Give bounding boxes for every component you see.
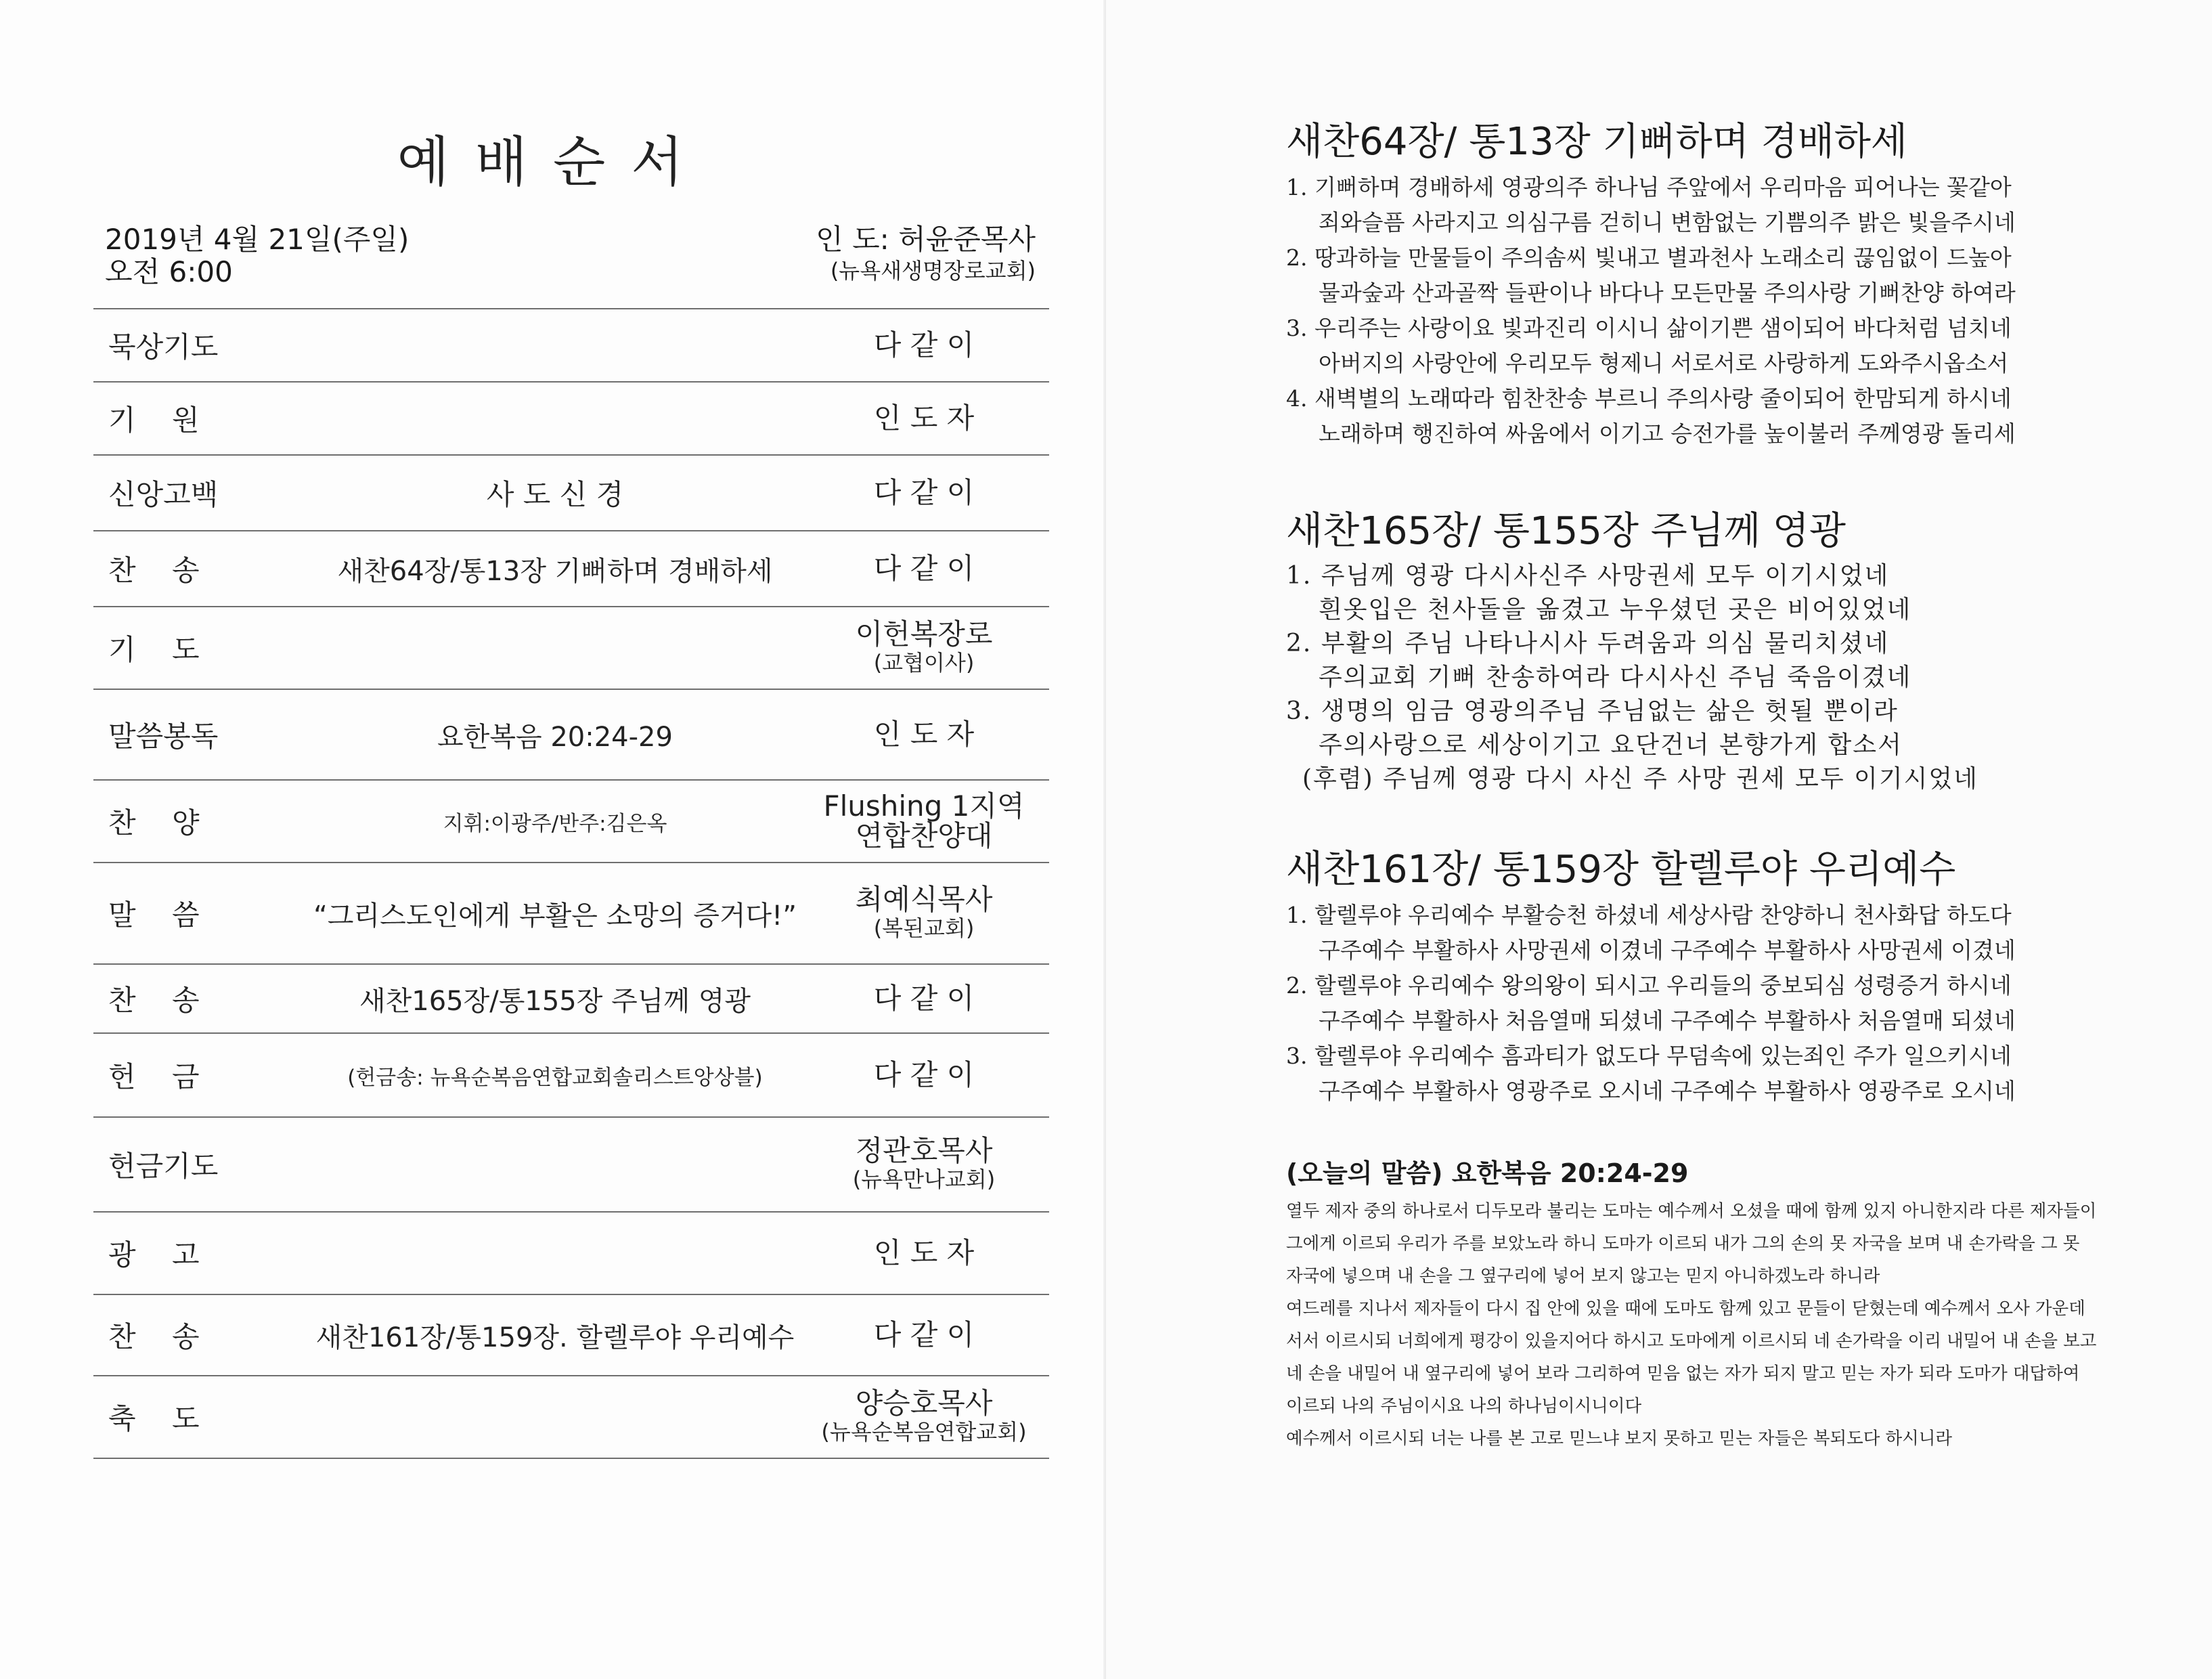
scripture-line: 이르되 나의 주님이시요 나의 하나님이시니이다: [1286, 1396, 1642, 1416]
leader-name: 인 도: 허윤준목사: [816, 223, 1036, 256]
person-name: 다 같 이: [873, 1058, 975, 1091]
lyric-line: 구주예수 부활하사 영광주로 오시네 구주예수 부활하사 영광주로 오시네: [1319, 1078, 2016, 1104]
order-item-person: [799, 401, 1049, 435]
order-item-content: 새찬64장/통13장 기뻐하며 경배하세: [337, 555, 773, 587]
order-item-name: 찬 송: [108, 554, 200, 587]
lyric-line: 1. 주님께 영광 다시사신주 사망권세 모두 이기시었네: [1286, 562, 1890, 590]
person-name: 다 같 이: [873, 552, 975, 585]
order-item-name: 신앙고백: [108, 478, 219, 511]
order-item-person: [799, 554, 1049, 584]
service-time: 오전 6:00: [105, 255, 233, 288]
order-row: [93, 381, 1049, 454]
person-name: 인 도 자: [873, 401, 975, 435]
scripture-text: [1286, 1195, 2180, 1455]
scripture-line: 서서 이르시되 너희에게 평강이 있을지어다 하시고 도마에게 이르시되 네 손가락을 이리 내밀어 내 손을 보고: [1286, 1331, 2097, 1351]
order-item-name: 찬 송: [108, 984, 200, 1017]
order-item-name: 기 원: [108, 404, 200, 437]
todays-word: [1286, 1154, 2180, 1455]
hymn-lyrics: [1286, 170, 2166, 452]
lyric-line: 아버지의 사랑안에 우리모두 형제니 서로서로 사랑하게 도와주시옵소서: [1319, 350, 2009, 376]
order-item-person: [799, 1136, 1049, 1193]
lyric-line: 1. 할렐루야 우리예수 부활승천 하셨네 세상사람 찬양하니 천사화답 하도다: [1286, 902, 2012, 928]
order-item-person: [799, 885, 1049, 942]
person-affiliation: (교협이사): [873, 650, 975, 676]
order-item-person: [799, 1389, 1049, 1445]
lyric-line: 구주예수 부활하사 사망권세 이겼네 구주예수 부활하사 사망권세 이겼네: [1319, 937, 2016, 963]
lyric-line: 3. 할렐루야 우리예수 흠과티가 없도다 무덤속에 있는죄인 주가 일으키시네: [1286, 1043, 2012, 1069]
lyric-line: 노래하며 행진하여 싸움에서 이기고 승전가를 높이불러 주께영광 돌리세: [1319, 420, 2016, 447]
order-row: [93, 606, 1049, 689]
person-affiliation: 연합찬양대: [855, 819, 993, 852]
order-row: [93, 1116, 1049, 1211]
order-row: [93, 1032, 1049, 1116]
order-item-content: 지휘:이광주/반주:김은옥: [443, 811, 667, 836]
person-name: 양승호목사: [855, 1387, 993, 1420]
order-item-name: 찬 송: [108, 1320, 200, 1353]
order-item-person: [799, 619, 1049, 676]
order-row: [93, 1211, 1049, 1294]
order-row: [93, 779, 1049, 862]
person-name: Flushing 1지역: [823, 789, 1025, 823]
order-row: [93, 689, 1049, 779]
hymn-title: 새찬161장/ 통159장 할렐루야 우리예수: [1286, 848, 1956, 892]
order-item-name: 찬 양: [108, 806, 200, 840]
order-item-content: 새찬165장/통155장 주님께 영광: [359, 985, 751, 1017]
person-name: 최예식목사: [855, 883, 993, 916]
person-affiliation: (뉴욕순복음연합교회): [821, 1419, 1027, 1445]
order-item-person: [799, 330, 1049, 360]
order-item-person: [799, 1320, 1049, 1350]
order-item-name: 헌금기도: [108, 1150, 219, 1183]
scripture-line: 열두 제자 중의 하나로서 디두모라 불리는 도마는 예수께서 오셨을 때에 함께 있지 아니한지라 다른 제자들이: [1286, 1201, 2097, 1221]
hymn-title: 새찬165장/ 통155장 주님께 영광: [1286, 509, 1846, 553]
scripture-line: 자국에 넣으며 내 손을 그 옆구리에 넣어 보지 않고는 믿지 아니하겠노라 하니라: [1286, 1266, 1880, 1286]
hymn-block: [1286, 846, 2166, 1109]
person-affiliation: (복된교회): [873, 915, 975, 941]
person-name: 다 같 이: [873, 328, 975, 362]
leader-info: [738, 223, 1036, 286]
order-item-content: 새찬161장/통159장. 할렐루야 우리예수: [315, 1322, 795, 1353]
order-item-person: [799, 720, 1049, 749]
hymn-title: 새찬64장/ 통13장 기뻐하며 경배하세: [1286, 120, 1908, 164]
order-row: [93, 1294, 1049, 1375]
order-item-person: [799, 984, 1049, 1013]
scripture-line: 예수께서 이르시되 너는 나를 본 고로 믿느냐 보지 못하고 믿는 자들은 복되도다 하시니라: [1286, 1429, 1953, 1449]
person-name: 인 도 자: [873, 1236, 975, 1269]
order-row: [93, 862, 1049, 963]
lyric-line: 3. 생명의 임금 영광의주님 주님없는 삶은 헛될 뿐이라: [1286, 697, 1899, 725]
order-item-person: [799, 478, 1049, 508]
page-title: 예배순서: [397, 131, 709, 194]
word-title: (오늘의 말씀) 요한복음 20:24-29: [1286, 1158, 1689, 1188]
order-of-worship: [93, 308, 1049, 1459]
scripture-line: 그에게 이르되 우리가 주를 보았노라 하니 도마가 이르되 내가 그의 손의 못 자국을 보며 내 손가락을 그 못: [1286, 1234, 2080, 1254]
lyric-line: 흰옷입은 천사돌을 옮겼고 누우셨던 곳은 비어있었네: [1319, 596, 1912, 624]
lyric-line: (후렴) 주님께 영광 다시 사신 주 사망 권세 모두 이기시었네: [1302, 765, 1978, 793]
lyric-line: 3. 우리주는 사랑이요 빛과진리 이시니 삶이기쁜 샘이되어 바다처럼 넘치네: [1286, 315, 2012, 341]
scripture-line: 여드레를 지나서 제자들이 다시 집 안에 있을 때에 도마도 함께 있고 문들이 닫혔는데 예수께서 오사 가운데: [1286, 1299, 2085, 1319]
order-item-name: 기 도: [108, 633, 200, 666]
lyric-line: 주의사랑으로 세상이기고 요단건너 본향가게 합소서: [1319, 731, 1903, 759]
person-name: 이헌복장로: [855, 617, 993, 651]
order-item-name: 축 도: [108, 1402, 200, 1435]
order-item-name: 묵상기도: [108, 330, 219, 364]
hymn-lyrics: [1286, 898, 2166, 1109]
person-name: 다 같 이: [873, 1318, 975, 1351]
hymn-block: [1286, 508, 2166, 796]
person-name: 다 같 이: [873, 982, 975, 1015]
scripture-line: 네 손을 내밀어 내 옆구리에 넣어 보라 그리하여 믿음 없는 자가 되지 말고 믿는 자가 되라 도마가 대답하여: [1286, 1364, 2080, 1384]
order-item-person: [799, 1060, 1049, 1090]
person-name: 다 같 이: [873, 476, 975, 509]
order-item-content: (헌금송: 뉴욕순복음연합교회솔리스트앙상블): [347, 1065, 763, 1090]
order-row: [93, 1375, 1049, 1459]
order-item-person: [799, 1238, 1049, 1268]
lyric-line: 구주예수 부활하사 처음열매 되셨네 구주예수 부활하사 처음열매 되셨네: [1319, 1007, 2016, 1034]
leader-church: (뉴욕새생명장로교회): [830, 258, 1036, 284]
lyric-line: 주의교회 기뻐 찬송하여라 다시사신 주님 죽음이겼네: [1319, 663, 1912, 691]
order-item-person: [799, 791, 1049, 851]
lyric-line: 2. 할렐루야 우리예수 왕의왕이 되시고 우리들의 중보되심 성령증거 하시네: [1286, 972, 2012, 999]
order-row: [93, 308, 1049, 381]
lyric-line: 2. 부활의 주님 나타나시사 두려움과 의심 물리치셨네: [1286, 630, 1890, 657]
lyric-line: 4. 새벽별의 노래따라 힘찬찬송 부르니 주의사랑 줄이되어 한맘되게 하시네: [1286, 385, 2012, 412]
order-row: [93, 454, 1049, 530]
order-item-content: 요한복음 20:24-29: [437, 721, 673, 753]
order-item-content: “그리스도인에게 부활은 소망의 증거다!”: [313, 900, 797, 932]
lyric-line: 물과숲과 산과골짝 들판이나 바다나 모든만물 주의사랑 기뻐찬양 하여라: [1319, 280, 2016, 306]
order-item-name: 말 씀: [108, 898, 200, 932]
order-item-content: 사 도 신 경: [486, 478, 624, 511]
lyric-line: 죄와슬픔 사라지고 의심구름 걷히니 변함없는 기쁨의주 밝은 빛을주시네: [1319, 209, 2016, 236]
person-affiliation: (뉴욕만나교회): [852, 1166, 996, 1192]
order-item-name: 말씀봉독: [108, 720, 219, 753]
lyric-line: 1. 기뻐하며 경배하세 영광의주 하나님 주앞에서 우리마음 피어나는 꽃같아: [1286, 174, 2012, 200]
person-name: 인 도 자: [873, 718, 975, 751]
order-row: [93, 963, 1049, 1032]
order-item-name: 광 고: [108, 1238, 200, 1271]
order-item-name: 헌 금: [108, 1060, 200, 1093]
person-name: 정관호목사: [855, 1134, 993, 1167]
service-date: 2019년 4월 21일(주일): [105, 223, 410, 256]
service-info: [105, 223, 409, 288]
order-row: [93, 530, 1049, 606]
lyric-line: 2. 땅과하늘 만물들이 주의솜씨 빛내고 별과천사 노래소리 끊임없이 드높아: [1286, 244, 2012, 271]
hymn-block: [1286, 118, 2166, 452]
hymn-lyrics: [1286, 559, 2166, 796]
